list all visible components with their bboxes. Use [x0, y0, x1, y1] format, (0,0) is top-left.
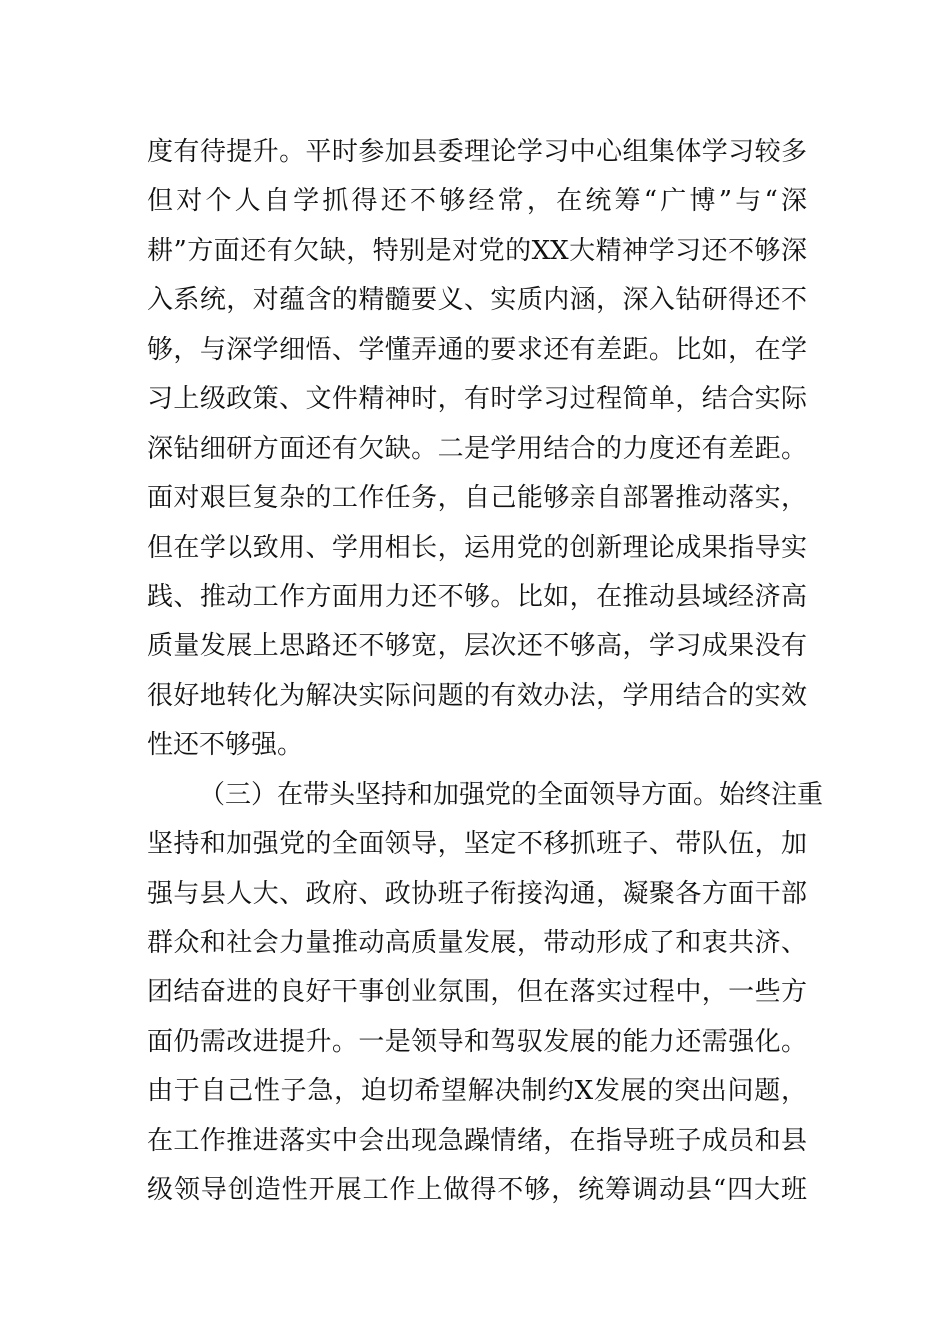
text-line: 级领导创造性开展工作上做得不够，统筹调动县“四大班: [147, 1175, 807, 1206]
text-line: 由于自己性子急，迫切希望解决制约X发展的突出问题，: [147, 1076, 807, 1107]
text-line: 坚持和加强党的全面领导，坚定不移抓班子、带队伍，加: [147, 829, 807, 860]
text-line: 入系统，对蕴含的精髓要义、实质内涵，深入钻研得还不: [147, 285, 807, 316]
text-line: 够，与深学细悟、学懂弄通的要求还有差距。比如，在学: [147, 334, 807, 365]
text-line: 习上级政策、文件精神时，有时学习过程简单，结合实际: [147, 384, 807, 415]
paragraph-end-line: 性还不够强。: [147, 730, 304, 761]
section-heading-line: （三）在带头坚持和加强党的全面领导方面。始终注重: [199, 779, 824, 810]
text-line: 在工作推进落实中会出现急躁情绪，在指导班子成员和县: [147, 1125, 807, 1156]
text-line: 强与县人大、政府、政协班子衔接沟通，凝聚各方面干部: [147, 878, 807, 909]
text-line: 耕”方面还有欠缺，特别是对党的XX大精神学习还不够深: [147, 235, 807, 266]
text-line: 面仍需改进提升。一是领导和驾驭发展的能力还需强化。: [147, 1026, 807, 1057]
text-line: 面对艰巨复杂的工作任务，自己能够亲自部署推动落实，: [147, 483, 807, 514]
text-line: 很好地转化为解决实际问题的有效办法，学用结合的实效: [147, 680, 807, 711]
text-line: 度有待提升。平时参加县委理论学习中心组集体学习较多: [147, 137, 807, 167]
text-line: 深钻细研方面还有欠缺。二是学用结合的力度还有差距。: [147, 433, 807, 464]
text-line: 但在学以致用、学用相长，运用党的创新理论成果指导实: [147, 532, 807, 563]
text-line: 但对个人自学抓得还不够经常，在统筹“广博”与“深: [147, 186, 807, 217]
text-line: 践、推动工作方面用力还不够。比如，在推动县域经济高: [147, 581, 807, 612]
body-text: [147, 128, 824, 1216]
text-line: 团结奋进的良好干事创业氛围，但在落实过程中，一些方: [147, 977, 807, 1008]
text-line: 群众和社会力量推动高质量发展，带动形成了和衷共济、: [147, 928, 807, 958]
text-line: 质量发展上思路还不够宽，层次还不够高，学习成果没有: [147, 631, 807, 662]
